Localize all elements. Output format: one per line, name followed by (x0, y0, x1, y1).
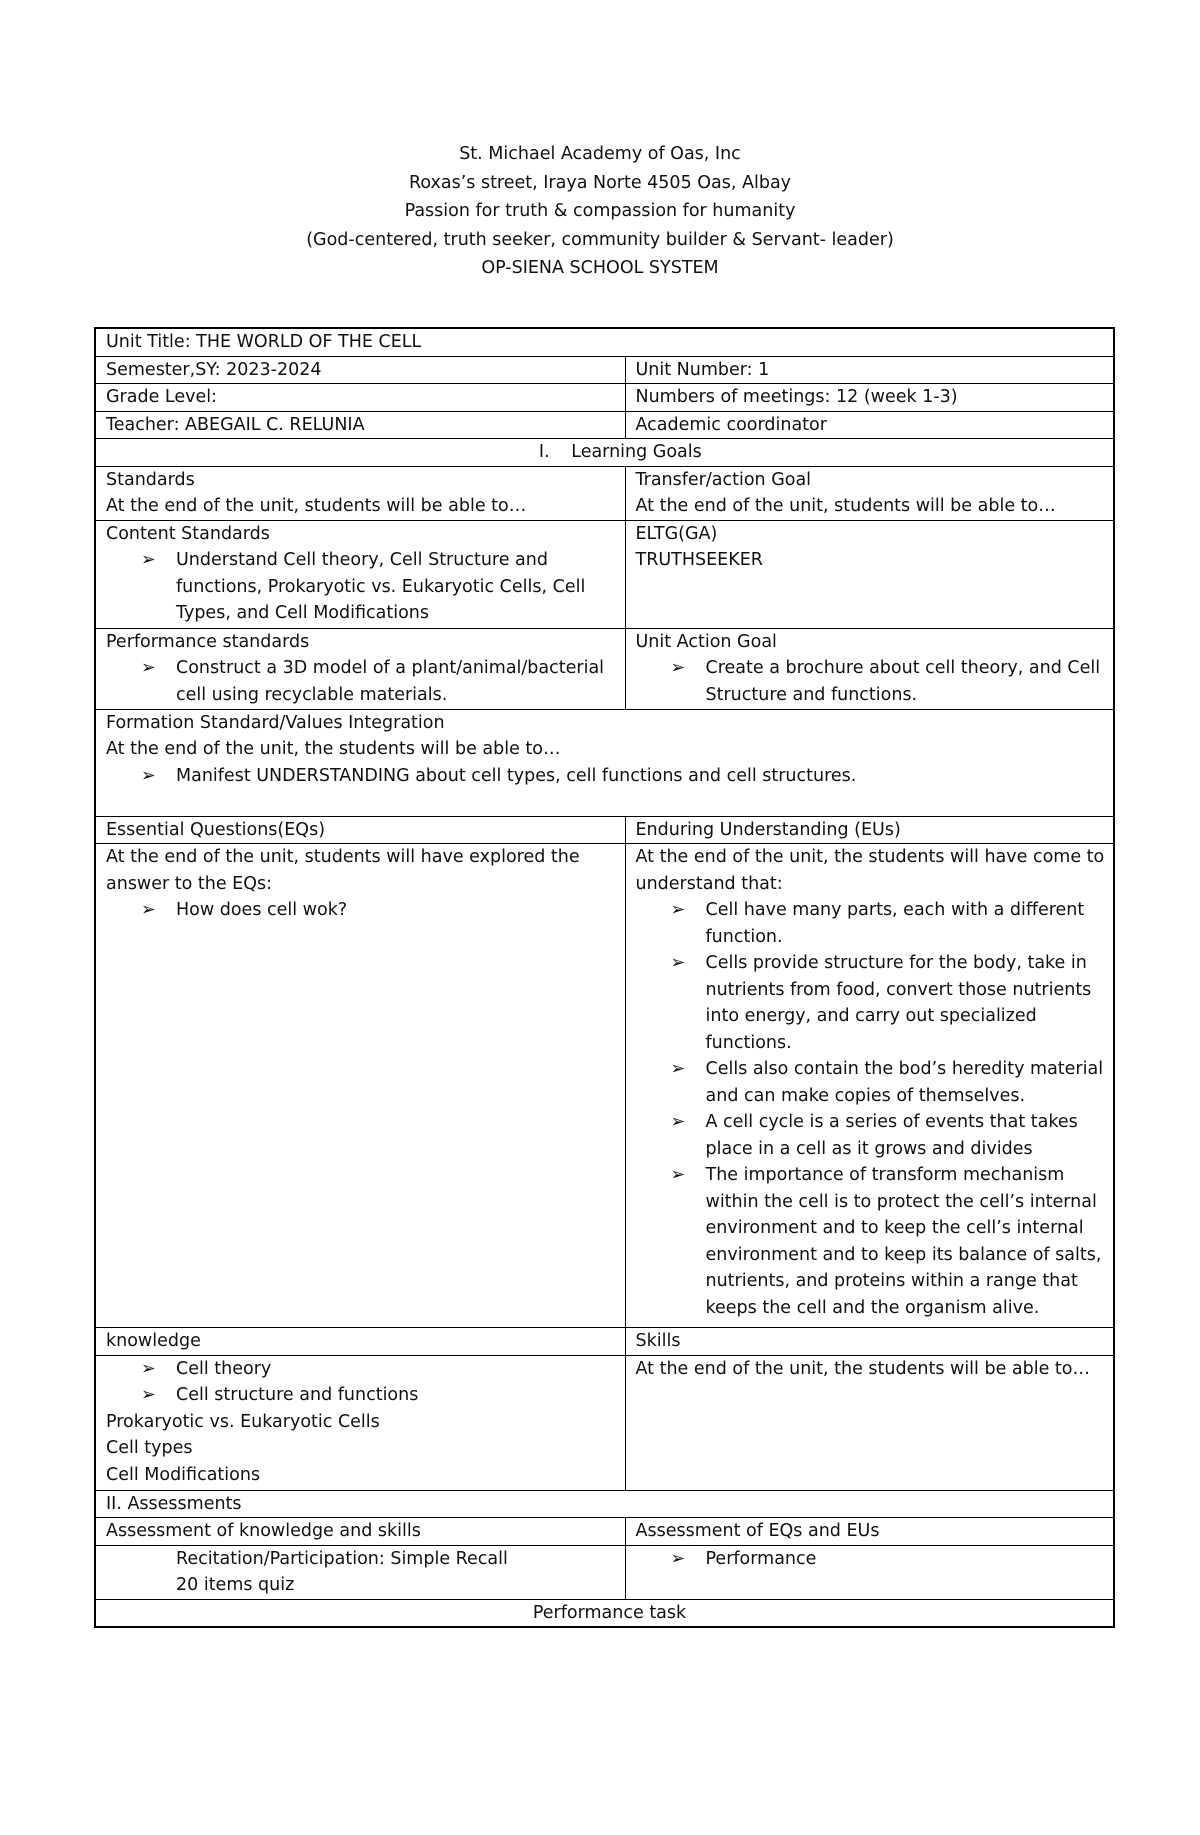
list-item: ➢ Cells also contain the bod’s heredity material and can make copies of themselves. (636, 1056, 1114, 1109)
arrow-bullet-icon: ➢ (141, 900, 156, 920)
eus-intro: At the end of the unit, the students will have come to understand that: (635, 847, 1105, 894)
arrow-bullet-icon: ➢ (670, 1059, 686, 1079)
eltg-value: TRUTHSEEKER (635, 550, 763, 570)
school-values: (God-centered, truth seeker, community builder & Servant- leader) (306, 229, 894, 250)
list-item: ➢ A cell cycle is a series of events that takes place in a cell as it grows and divides (636, 1109, 1114, 1162)
arrow-bullet-icon: ➢ (141, 658, 156, 678)
list-item: ➢ How does cell wok? (106, 897, 625, 924)
arrow-bullet-icon: ➢ (141, 765, 156, 786)
eqs-cell (95, 844, 625, 1328)
transfer-goal-intro: At the end of the unit, students will be able to… (635, 496, 1056, 516)
list-item: ➢ Create a brochure about cell theory, and Cell Structure and functions. (636, 655, 1114, 708)
assessment-eq-heading: Assessment of EQs and EUs (625, 1518, 1114, 1546)
eqs-heading: Essential Questions(EQs) (95, 816, 625, 844)
list-item: ➢ Cell have many parts, each with a different function. (636, 897, 1114, 950)
grade-level: Grade Level: (95, 384, 625, 412)
performance-standards-cell (95, 628, 625, 709)
unit-number: Unit Number: 1 (625, 356, 1114, 384)
eqs-intro: At the end of the unit, students will have explored the answer to the EQs: (106, 847, 580, 894)
section-label: Learning Goals (571, 442, 702, 462)
eus-heading: Enduring Understanding (EUs) (625, 816, 1114, 844)
school-system: OP-SIENA SCHOOL SYSTEM (481, 258, 719, 278)
unit-plan-table (94, 327, 1115, 1628)
list-item: ➢ Cells provide structure for the body, take in nutrients from food, convert those nutrients into energy, and carry out specialized functions. (636, 950, 1114, 1056)
meetings: Numbers of meetings: 12 (week 1-3) (625, 384, 1114, 412)
assessment-eq-cell (625, 1545, 1114, 1599)
assessments-heading: II. Assessments (95, 1490, 1114, 1518)
assessment-line: 20 items quiz (176, 1575, 295, 1595)
standards-intro: At the end of the unit, students will be able to… (106, 496, 527, 516)
semester: Semester,SY: 2023-2024 (95, 356, 625, 384)
performance-task: Performance task (95, 1599, 1114, 1627)
content-standards-cell (95, 520, 625, 628)
arrow-bullet-icon: ➢ (670, 953, 686, 973)
standards-title: Standards (106, 469, 195, 490)
knowledge-cell (95, 1355, 625, 1490)
unit-action-goal-title: Unit Action Goal (635, 631, 777, 652)
skills-heading: Skills (625, 1328, 1114, 1356)
arrow-bullet-icon: ➢ (670, 1112, 686, 1132)
eltg-cell (625, 520, 1114, 628)
unit-action-goal-cell (625, 628, 1114, 709)
document-header (0, 140, 1200, 283)
arrow-bullet-icon: ➢ (141, 1385, 156, 1405)
eus-cell (625, 844, 1114, 1328)
knowledge-line: Prokaryotic vs. Eukaryotic Cells (106, 1411, 380, 1432)
section-number: I. (538, 442, 550, 462)
knowledge-line: Cell types (106, 1438, 193, 1458)
list-item: ➢ Cell theory (106, 1356, 625, 1383)
arrow-bullet-icon: ➢ (670, 658, 686, 678)
assessment-line: Recitation/Participation: Simple Recall (176, 1548, 508, 1569)
formation-title: Formation Standard/Values Integration (106, 712, 445, 733)
list-item: ➢ The importance of transform mechanism within the cell is to protect the cell’s internal environment and to keep the cell’s internal environment and to keep its balance of salts, nutrients, and proteins within a range that keeps the cell and the organism alive. (636, 1162, 1114, 1321)
list-item: ➢ Performance (636, 1546, 1114, 1573)
unit-title: Unit Title: THE WORLD OF THE CELL (95, 328, 1114, 356)
arrow-bullet-icon: ➢ (670, 1548, 686, 1569)
knowledge-heading: knowledge (95, 1328, 625, 1356)
performance-standards-title: Performance standards (106, 631, 310, 652)
skills-cell (625, 1355, 1114, 1490)
arrow-bullet-icon: ➢ (141, 550, 156, 570)
learning-goals-heading (95, 439, 1114, 467)
teacher: Teacher: ABEGAIL C. RELUNIA (95, 411, 625, 439)
standards-cell (95, 466, 625, 520)
school-name: St. Michael Academy of Oas, Inc (459, 144, 741, 164)
school-motto: Passion for truth & compassion for humanity (404, 201, 796, 221)
content-standards-title: Content Standards (106, 523, 270, 544)
assessment-ks-heading: Assessment of knowledge and skills (95, 1518, 625, 1546)
list-item: ➢ Construct a 3D model of a plant/animal/bacterial cell using recyclable materials. (106, 655, 625, 708)
list-item: ➢ Understand Cell theory, Cell Structure and functions, Prokaryotic vs. Eukaryotic Cells, Cell Types, and Cell Modifications (106, 547, 625, 627)
formation-standard-cell (95, 709, 1114, 816)
list-item: ➢ Cell structure and functions (106, 1382, 625, 1409)
school-address: Roxas’s street, Iraya Norte 4505 Oas, Albay (408, 172, 792, 193)
assessment-ks-cell (95, 1545, 625, 1599)
list-item: ➢ Manifest UNDERSTANDING about cell types, cell functions and cell structures. (106, 763, 1113, 790)
academic-coordinator: Academic coordinator (625, 411, 1114, 439)
arrow-bullet-icon: ➢ (670, 900, 686, 920)
arrow-bullet-icon: ➢ (141, 1358, 156, 1379)
transfer-goal-cell (625, 466, 1114, 520)
skills-intro: At the end of the unit, the students will be able to… (635, 1358, 1090, 1379)
eltg-title: ELTG(GA) (635, 523, 718, 544)
arrow-bullet-icon: ➢ (670, 1165, 686, 1185)
formation-intro: At the end of the unit, the students will be able to… (106, 739, 561, 759)
transfer-goal-title: Transfer/action Goal (635, 469, 812, 490)
knowledge-line: Cell Modifications (106, 1464, 261, 1485)
